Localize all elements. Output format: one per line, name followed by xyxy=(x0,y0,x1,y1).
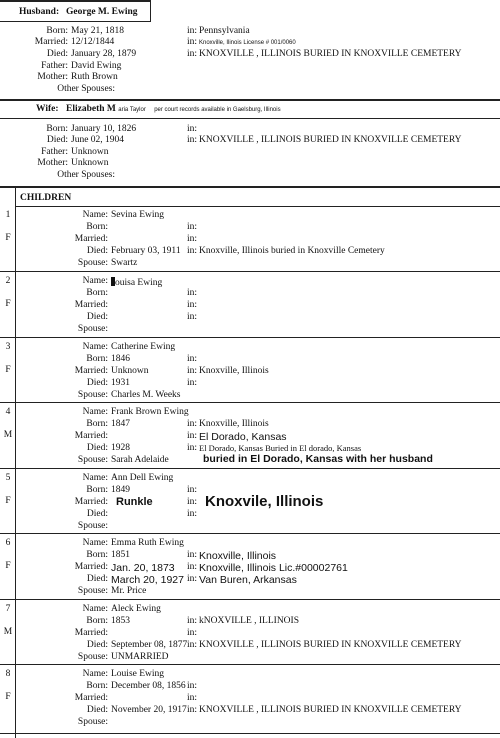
spouse-label: Spouse: xyxy=(77,521,108,531)
in-label: in: xyxy=(187,124,198,134)
child-died: March 20, 1927 xyxy=(111,574,184,586)
in-label: in: xyxy=(187,246,198,256)
in-label: in: xyxy=(187,288,198,298)
name-label: Name: xyxy=(82,210,108,220)
child-born: 1853 xyxy=(111,616,130,626)
child-number: 7 xyxy=(5,604,11,614)
child-married: Runkle xyxy=(116,496,153,508)
child-died: February 03, 1911 xyxy=(111,246,181,256)
child-name: Aleck Ewing xyxy=(111,604,161,614)
in-label: in: xyxy=(187,300,198,310)
child-died-place: KNOXVILLE , ILLINOIS BURIED IN KNOXVILLE CEMETERY xyxy=(199,640,462,650)
in-label: in: xyxy=(187,681,198,691)
born-label: Born: xyxy=(86,681,108,691)
other-spouses-label: Other Spouses: xyxy=(57,170,115,180)
child-spouse: Swartz xyxy=(111,258,138,268)
in-label: in: xyxy=(187,574,198,584)
in-label: in: xyxy=(187,550,198,560)
child-married: Jan. 20, 1873 xyxy=(111,562,175,574)
name-label: Name: xyxy=(82,473,108,483)
born-label: Born: xyxy=(86,485,108,495)
in-label: in: xyxy=(187,26,198,36)
born-label: Born: xyxy=(86,222,108,232)
divider xyxy=(0,533,500,534)
in-label: in: xyxy=(187,37,198,47)
spouse-label: Spouse: xyxy=(77,455,108,465)
child-sex: F xyxy=(5,692,11,702)
born-label: Born: xyxy=(86,419,108,429)
spouse-label: Spouse: xyxy=(77,717,108,727)
divider xyxy=(15,206,500,207)
child-sex: F xyxy=(5,561,11,571)
divider xyxy=(0,599,500,600)
husband-married-place: Knoxville, Ilinois License # 001/0060 xyxy=(199,40,296,46)
wife-header-label: Wife: xyxy=(36,104,59,114)
died-label: Died: xyxy=(46,135,68,145)
died-label: Died: xyxy=(86,378,108,388)
died-label: Died: xyxy=(86,509,108,519)
in-label: in: xyxy=(187,616,198,626)
child-born-place: Knoxville, Illinois xyxy=(199,550,277,562)
child-number: 5 xyxy=(5,473,11,483)
child-born: 1847 xyxy=(111,419,130,429)
in-label: in: xyxy=(187,693,198,703)
child-born: December 08, 1856 xyxy=(111,681,186,691)
in-label: in: xyxy=(187,640,198,650)
child-married: Unknown xyxy=(111,366,149,376)
wife-died-place: KNOXVILLE , ILLINOIS BURIED IN KNOXVILLE CEMETERY xyxy=(199,135,462,145)
married-label: Married: xyxy=(74,693,108,703)
child-married-place: Knoxville, Illinois Lic.#00002761 xyxy=(199,562,348,574)
child-born-place: kNOXVILLE , ILLINOIS xyxy=(199,616,299,626)
married-label: Married: xyxy=(74,497,108,507)
father-label: Father: xyxy=(41,61,68,71)
child-born-place: Knoxville, Illinois xyxy=(199,419,269,429)
child-name: Emma Ruth Ewing xyxy=(111,538,184,548)
died-label: Died: xyxy=(86,246,108,256)
born-label: Born: xyxy=(46,124,68,134)
in-label: in: xyxy=(187,378,198,388)
in-label: in: xyxy=(187,628,198,638)
married-label: Married: xyxy=(74,628,108,638)
died-label: Died: xyxy=(86,574,108,584)
children-header: CHILDREN xyxy=(20,193,72,203)
child-died: 1928 xyxy=(111,443,130,453)
born-label: Born: xyxy=(86,354,108,364)
child-spouse: Sarah Adelaide xyxy=(111,455,169,465)
born-label: Born: xyxy=(46,26,68,36)
spouse-label: Spouse: xyxy=(77,390,108,400)
child-name: Sevina Ewing xyxy=(111,210,165,220)
name-label: Name: xyxy=(82,407,108,417)
spouse-label: Spouse: xyxy=(77,258,108,268)
in-label: in: xyxy=(187,497,198,507)
divider xyxy=(0,21,150,22)
in-label: in: xyxy=(187,135,198,145)
died-label: Died: xyxy=(86,312,108,322)
died-label: Died: xyxy=(86,640,108,650)
child-married-place: El Dorado, Kansas xyxy=(199,431,287,443)
in-label: in: xyxy=(187,366,198,376)
child-spouse: Charles M. Weeks xyxy=(111,390,181,400)
wife-born-date: January 10, 1826 xyxy=(71,124,137,134)
child-born: 1849 xyxy=(111,485,130,495)
child-name xyxy=(111,277,162,289)
husband-header-label: Husband: xyxy=(19,7,60,17)
divider xyxy=(0,402,500,403)
in-label: in: xyxy=(187,443,198,453)
divider xyxy=(0,664,500,665)
husband-father: David Ewing xyxy=(71,61,122,71)
married-label: Married: xyxy=(74,300,108,310)
in-label: in: xyxy=(187,354,198,364)
in-label: in: xyxy=(187,562,198,572)
child-sex: F xyxy=(5,299,11,309)
spouse-label: Spouse: xyxy=(77,586,108,596)
child-died-place: Van Buren, Arkansas xyxy=(199,574,297,586)
child-spouse: UNMARRIED xyxy=(111,652,169,662)
spouse-label: Spouse: xyxy=(77,324,108,334)
divider xyxy=(0,271,500,272)
child-name: Ann Dell Ewing xyxy=(111,473,174,483)
divider xyxy=(0,99,500,101)
married-label: Married: xyxy=(74,431,108,441)
in-label: in: xyxy=(187,419,198,429)
child-sex: F xyxy=(5,496,11,506)
name-label: Name: xyxy=(82,342,108,352)
husband-name: George M. Ewing xyxy=(66,7,138,17)
husband-born-place: Pennsylvania xyxy=(199,26,250,36)
child-died: 1931 xyxy=(111,378,130,388)
name-label: Name: xyxy=(82,538,108,548)
divider xyxy=(0,118,500,119)
husband-married-date: 12/12/1844 xyxy=(71,37,115,47)
wife-mother: Unknown xyxy=(71,158,109,168)
in-label: in: xyxy=(187,312,198,322)
wife-died-date: June 02, 1904 xyxy=(71,135,125,145)
born-label: Born: xyxy=(86,288,108,298)
died-label: Died: xyxy=(86,705,108,715)
child-number: 3 xyxy=(5,342,11,352)
married-label: Married: xyxy=(74,366,108,376)
child-born: 1846 xyxy=(111,354,130,364)
child-spouse: Mr. Price xyxy=(111,586,147,596)
child-number: 2 xyxy=(5,276,11,286)
married-label: Married: xyxy=(34,37,68,47)
married-label: Married: xyxy=(74,562,108,572)
child-name: Frank Brown Ewing xyxy=(111,407,189,417)
divider xyxy=(0,0,150,2)
father-label: Father: xyxy=(41,147,68,157)
child-name-text: ouisa Ewing xyxy=(115,278,163,288)
divider xyxy=(0,186,500,188)
child-number: 1 xyxy=(5,210,11,220)
divider xyxy=(0,337,500,338)
name-label: Name: xyxy=(82,604,108,614)
wife-name: Elizabeth M xyxy=(66,104,116,114)
mother-label: Mother: xyxy=(37,72,68,82)
child-died: September 08, 1877 xyxy=(111,640,188,650)
child-extra-note: buried in El Dorado, Kansas with her husband xyxy=(203,453,433,465)
in-label: in: xyxy=(187,485,198,495)
child-born: 1851 xyxy=(111,550,130,560)
wife-father: Unknown xyxy=(71,147,109,157)
mother-label: Mother: xyxy=(37,158,68,168)
child-number: 8 xyxy=(5,669,11,679)
child-sex: M xyxy=(3,627,13,637)
child-married-place: Knoxville, Illinois xyxy=(199,366,269,376)
other-spouses-label: Other Spouses: xyxy=(57,84,115,94)
husband-born-date: May 21, 1818 xyxy=(71,26,125,36)
in-label: in: xyxy=(187,222,198,232)
child-sex: M xyxy=(3,430,13,440)
divider xyxy=(0,733,500,734)
child-died-place: Knoxville, Illinois buried in Knoxville Cemetery xyxy=(199,246,385,256)
child-number: 4 xyxy=(5,407,11,417)
child-died-place: El Dorado, Kansas Buried in El dorado, Kansas xyxy=(199,443,362,453)
divider xyxy=(0,468,500,469)
child-sex: F xyxy=(5,365,11,375)
in-label: in: xyxy=(187,234,198,244)
in-label: in: xyxy=(187,705,198,715)
child-married-place: Knoxvile, Illinois xyxy=(205,493,324,510)
divider xyxy=(150,0,151,22)
died-label: Died: xyxy=(46,49,68,59)
in-label: in: xyxy=(187,431,198,441)
in-label: in: xyxy=(187,509,198,519)
name-label: Name: xyxy=(82,669,108,679)
in-label: in: xyxy=(187,49,198,59)
wife-note: per court records available in Gaelsburg, Illinois xyxy=(154,107,281,113)
child-sex: F xyxy=(5,233,11,243)
born-label: Born: xyxy=(86,550,108,560)
child-name: Catherine Ewing xyxy=(111,342,176,352)
wife-name-cont: aria Taylor xyxy=(118,107,146,113)
spouse-label: Spouse: xyxy=(77,652,108,662)
child-died: November 20, 1917 xyxy=(111,705,187,715)
child-number: 6 xyxy=(5,538,11,548)
child-name: Louise Ewing xyxy=(111,669,165,679)
husband-mother: Ruth Brown xyxy=(71,72,118,82)
married-label: Married: xyxy=(74,234,108,244)
died-label: Died: xyxy=(86,443,108,453)
born-label: Born: xyxy=(86,616,108,626)
name-label: Name: xyxy=(82,276,108,286)
child-died-place: KNOXVILLE , ILLINOIS BURIED IN KNOXVILLE CEMETERY xyxy=(199,705,462,715)
husband-died-date: January 28, 1879 xyxy=(71,49,137,59)
husband-died-place: KNOXVILLE , ILLINOIS BURIED IN KNOXVILLE CEMETERY xyxy=(199,49,462,59)
